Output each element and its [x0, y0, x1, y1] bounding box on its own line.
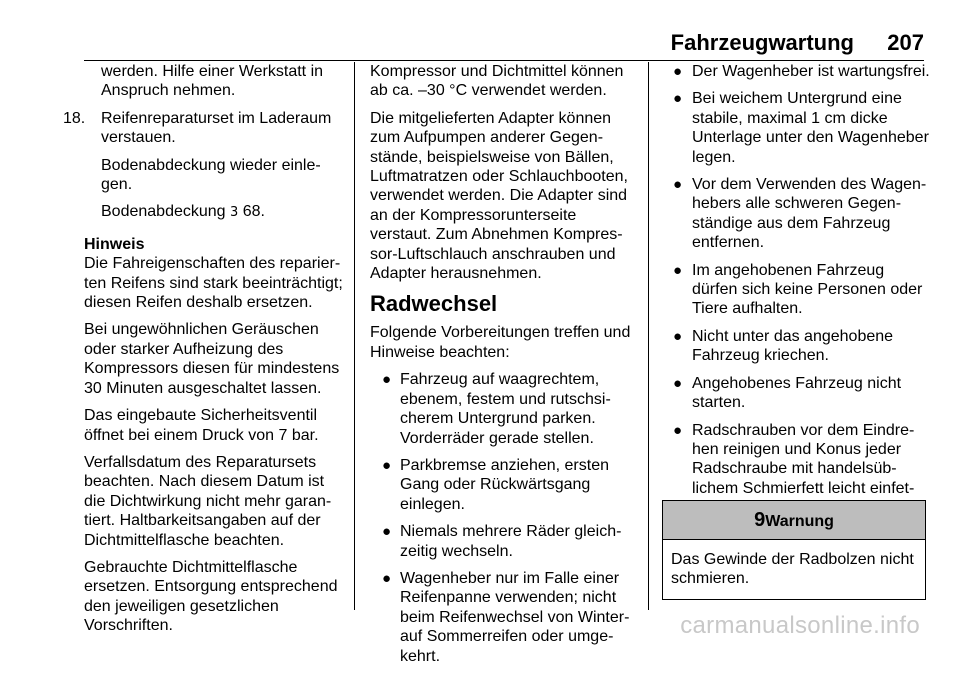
continued-text: werden. Hilfe einer Werkstatt in Anspruch nehmen. — [101, 63, 324, 100]
bullet-icon: ● — [673, 176, 683, 194]
bullet-icon: ● — [673, 63, 683, 80]
list-item-text: Niemals mehrere Räder gleichzeitig wechseln. — [400, 523, 622, 560]
bullet-icon: ● — [673, 327, 683, 345]
bullet-icon: ● — [673, 261, 683, 279]
list-item-text: Parkbremse anziehen, ersten Gang oder Rückwärtsgang einlegen. — [400, 456, 609, 513]
warning-header — [663, 501, 925, 540]
page-header — [0, 10, 960, 62]
list-item — [670, 89, 932, 167]
list-item-text: Nicht unter das angehobene Fahrzeug kriechen. — [692, 327, 894, 365]
warning-box — [662, 500, 926, 600]
column-divider-2 — [648, 62, 649, 610]
step-sub-1: Bodenabdeckung wieder einlegen. — [101, 156, 321, 194]
column-2 — [370, 62, 632, 674]
list-item — [370, 370, 632, 448]
list-item-text: Radschrauben vor dem Eindrehen reinigen und Konus jeder Radschraube mit handelsüblichem Schmierfett leicht einfet — [692, 421, 915, 497]
sub2-prefix: Bodenabdeckung — [101, 203, 226, 221]
paragraph: Kompressor und Dichtmittel können ab ca. –30 °C verwendet werden. — [370, 63, 624, 100]
note-paragraph: Gebrauchte Dichtmittelflasche ersetzen. Entsorgung entsprechend den jeweiligen gesetzlichen Vorschriften. — [84, 558, 338, 635]
bullet-icon: ● — [382, 523, 392, 541]
bullet-icon: ● — [673, 374, 683, 392]
note-paragraph: Verfallsdatum des Reparatursets beachten. Nach diesem Datum ist die Dichtwirkung nicht mehr garantiert. Haltbarkeitsangaben auf der Dichtmittelflasche beachten. — [84, 453, 332, 549]
list-item-text: Angehobenes Fahrzeug nicht starten. — [692, 374, 902, 412]
note-paragraph: Bei ungewöhnlichen Geräuschen oder starker Aufheizung des Kompressors diesen für mindestens 30 Minuten ausgeschaltet lassen. — [84, 321, 340, 397]
list-item-text: Fahrzeug auf waagrechtem, ebenem, festem und rutschsicherem Untergrund parken. Vorderräder gerade stellen. — [400, 371, 611, 447]
bullet-icon: ● — [382, 456, 392, 474]
list-item — [670, 327, 932, 366]
list-item — [670, 261, 932, 319]
warning-symbol-icon: 9 — [754, 509, 766, 531]
list-item — [370, 569, 632, 666]
bullet-icon: ● — [382, 371, 392, 389]
step-number: 18. — [63, 109, 86, 127]
list-item-text: Wagenheber nur im Falle einer Reifenpanne verwenden; nicht beim Reifenwechsel von Winter- auf Sommerreifen oder umgekehrt. — [400, 569, 630, 665]
column-3 — [670, 62, 932, 526]
warning-text: Das Gewinde der Radbolzen nicht schmieren. — [671, 551, 914, 588]
step-sub-2 — [101, 202, 346, 222]
cross-reference-page: 68. — [242, 203, 265, 221]
watermark: carmanualsonline.info — [680, 612, 920, 639]
cross-reference-arrow-icon: 3 — [230, 205, 239, 221]
step-18 — [63, 109, 346, 223]
jack-safety-list — [670, 62, 932, 518]
warning-title: Warnung — [765, 513, 834, 530]
list-item — [670, 62, 932, 81]
section-title: Fahrzeugwartung — [670, 30, 854, 55]
list-item — [670, 374, 932, 413]
list-item-text: Im angehobenen Fahrzeug dürfen sich keine Personen oder Tiere aufhalten. — [692, 261, 923, 318]
list-item-text: Der Wagenheber ist wartungsfrei. — [692, 63, 930, 80]
step-text: Reifenreparaturset im Laderaum verstauen. — [101, 109, 332, 147]
note-title: Hinweis — [84, 235, 145, 253]
section-heading: Radwechsel — [370, 291, 498, 317]
list-item-text: Vor dem Verwenden des Wagenhebers alle schweren Gegenständige aus dem Fahrzeug entfernen. — [692, 176, 927, 252]
page-number: 207 — [887, 30, 924, 55]
bullet-icon: ● — [673, 90, 683, 108]
list-item — [670, 175, 932, 253]
note-paragraph: Das eingebaute Sicherheitsventil öffnet bei einem Druck von 7 bar. — [84, 407, 319, 444]
preparation-list — [370, 370, 632, 666]
bullet-icon: ● — [673, 421, 683, 439]
list-item — [370, 522, 632, 561]
list-item — [370, 456, 632, 514]
list-item-text: Bei weichem Untergrund eine stabile, maximal 1 cm dicke Unterlage unter den Wagenheber legen. — [692, 90, 929, 166]
note-paragraph: Die Fahreigenschaften des reparierten Reifens sind stark beeinträchtigt; diesen Reifen deshalb ersetzen. — [84, 255, 343, 312]
column-1 — [63, 62, 346, 644]
paragraph: Die mitgelieferten Adapter können zum Aufpumpen anderer Gegenstände, beispielsweise von Bällen, Luftmatratzen oder Schlauchbooten, verwendet werden. Die Adapter sind an der Kompressorunterseite verstaut. Zum Abnehmen Kompressor-Luftschlauch anschrauben und Adapter herausnehmen. — [370, 109, 628, 283]
header-rule — [84, 60, 924, 61]
intro-paragraph: Folgende Vorbereitungen treffen und Hinweise beachten: — [370, 324, 631, 361]
column-divider-1 — [354, 62, 355, 610]
bullet-icon: ● — [382, 569, 392, 587]
